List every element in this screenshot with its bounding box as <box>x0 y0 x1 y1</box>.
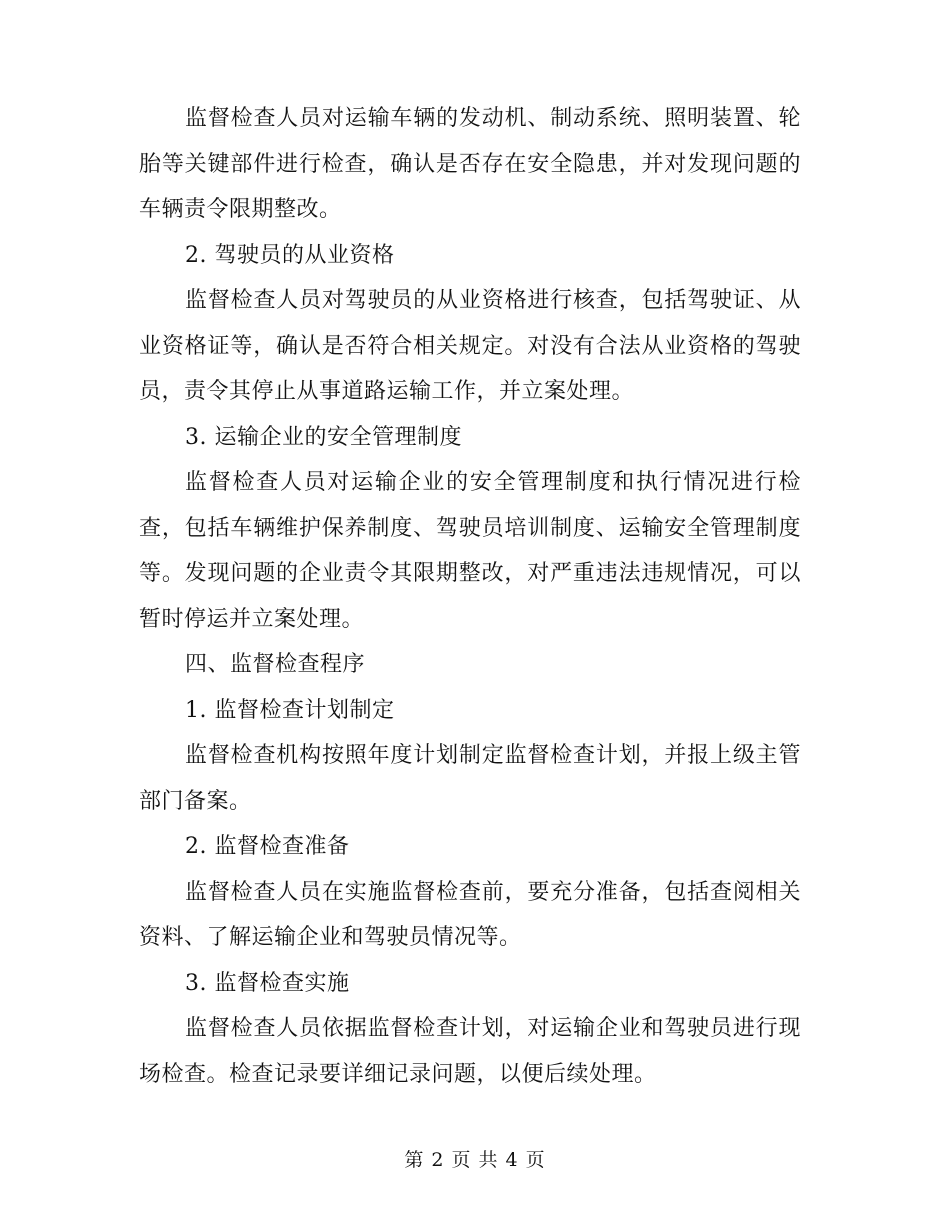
paragraph-inspection-preparation: 监督检查人员在实施监督检查前，要充分准备，包括查阅相关资料、了解运输企业和驾驶员情况等。 <box>139 879 801 950</box>
paragraph-safety-management: 监督检查人员对运输企业的安全管理制度和执行情况进行检查，包括车辆维护保养制度、驾驶员培训制度、运输安全管理制度等。发现问题的企业责令其限期整改，对严重违法违规情况，可以暂时停运并立案处理。 <box>139 470 801 632</box>
paragraph-inspection-implementation: 监督检查人员依据监督检查计划，对运输企业和驾驶员进行现场检查。检查记录要详细记录问题，以便后续处理。 <box>139 1016 801 1087</box>
paragraph-plan-formulation: 监督检查机构按照年度计划制定监督检查计划，并报上级主管部门备案。 <box>139 743 801 814</box>
paragraph-driver-qualification: 监督检查人员对驾驶员的从业资格进行核查，包括驾驶证、从业资格证等，确认是否符合相关规定。对没有合法从业资格的驾驶员，责令其停止从事道路运输工作，并立案处理。 <box>139 288 801 404</box>
heading-inspection-preparation: 2. 监督检查准备 <box>185 834 350 859</box>
heading-driver-qualification: 2. 驾驶员的从业资格 <box>185 242 395 268</box>
paragraph-vehicle-inspection: 监督检查人员对运输车辆的发动机、制动系统、照明装置、轮胎等关键部件进行检查，确认是否存在安全隐患，并对发现问题的车辆责令限期整改。 <box>139 106 801 222</box>
heading-inspection-implementation: 3. 监督检查实施 <box>185 970 350 996</box>
page-number-footer: 第 2 页 共 4 页 <box>404 1149 546 1171</box>
heading-safety-management: 3. 运输企业的安全管理制度 <box>185 424 462 450</box>
document-body <box>139 96 801 1097</box>
heading-plan-formulation: 1. 监督检查计划制定 <box>185 697 395 723</box>
heading-inspection-procedure: 四、监督检查程序 <box>185 652 366 677</box>
